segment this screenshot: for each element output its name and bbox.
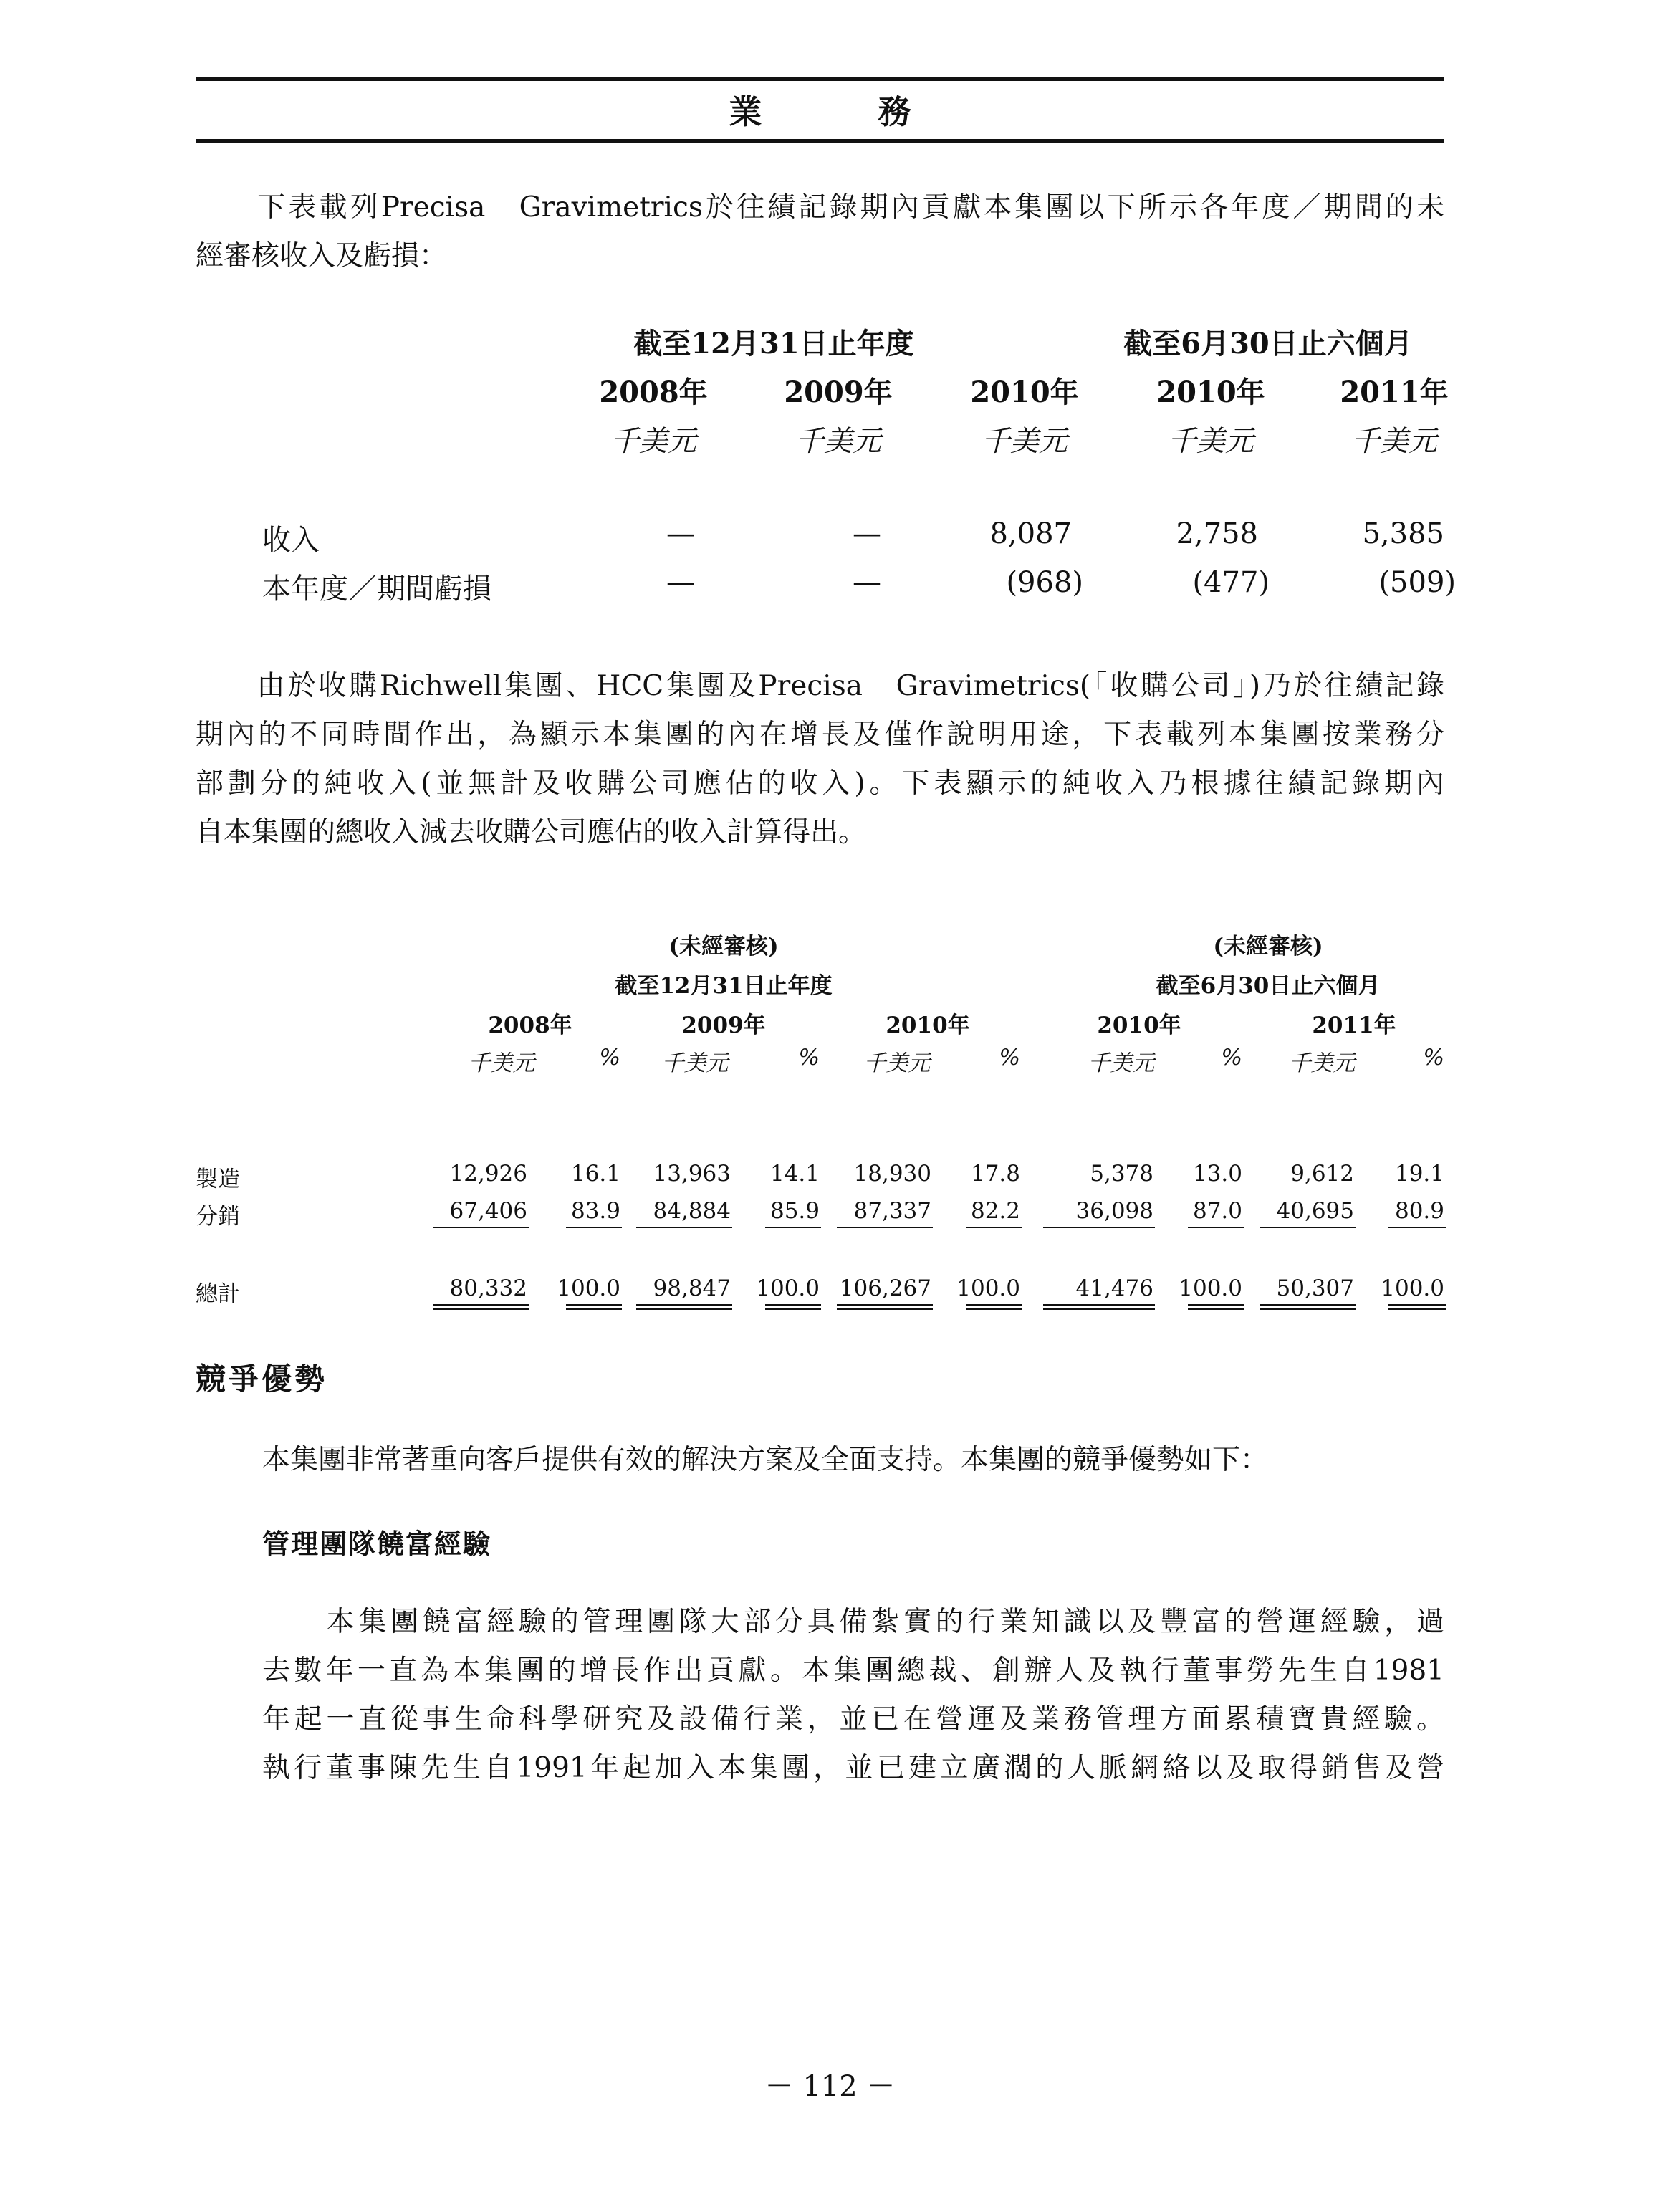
table1-unit: 千美元 [795,425,881,458]
table2-unit: 千美元 [1288,1050,1356,1076]
table1-year-header: 2010年 [1156,375,1265,409]
subtotal-underline [1188,1227,1244,1228]
table2-cell: 5,378 [1090,1161,1153,1187]
table2-cell: 16.1 [570,1161,620,1187]
table2-pct: % [1221,1045,1242,1071]
table2-row-label: 分銷 [196,1204,240,1230]
table2-cell: 50,307 [1276,1275,1354,1301]
table2-row-label: 總計 [196,1281,240,1307]
table2-cell: 14.1 [769,1161,820,1187]
table1-cell: (477) [1192,566,1270,599]
section-heading: 競爭優勢 [196,1361,328,1397]
table1-cell: 8,087 [989,517,1072,550]
table2-unit: 千美元 [661,1050,729,1076]
table2-cell: 13.0 [1192,1161,1242,1187]
table1-cell: — [666,566,695,599]
total-double-underline [566,1304,622,1310]
table2-cell: 80,332 [449,1275,527,1301]
table2-cell: 40,695 [1276,1198,1354,1224]
table2-unit: 千美元 [863,1050,931,1076]
subtotal-underline [1388,1227,1446,1228]
page-number: － 112 － [764,2070,896,2103]
paragraph-line: 自本集團的總收入減去收購公司應佔的收入計算得出。 [196,816,867,848]
table2-unit: 千美元 [468,1050,535,1076]
table2-year-header: 2011年 [1312,1012,1396,1038]
table2-cell: 100.0 [1179,1275,1242,1301]
table2-pct: % [798,1045,820,1071]
table1-year-header: 2009年 [784,375,893,409]
table1-unit: 千美元 [610,425,696,458]
table2-year-header: 2010年 [886,1012,970,1038]
table2-cell: 41,476 [1075,1275,1153,1301]
subtotal-underline [1260,1227,1356,1228]
table2-cell: 87,337 [853,1198,931,1224]
table2-cell: 9,612 [1290,1161,1354,1187]
table2-group-header: 截至12月31日止年度 [615,973,833,999]
table2-cell: 19.1 [1394,1161,1444,1187]
intro-paragraph [196,183,1444,281]
total-double-underline [1188,1304,1244,1310]
table1-cell: — [666,517,695,550]
table1-row-label: 收入 [262,524,320,557]
paragraph-line: 由於收購Richwell集團、HCC集團及Precisa Gravimetrics(「收購公司」)乃於往績記錄 [196,670,1444,702]
total-double-underline [765,1304,821,1310]
table1-cell: — [853,517,881,550]
management-paragraph [262,1598,1444,1793]
paragraph-line: 執行董事陳先生自1991年起加入本集團，並已建立廣濶的人脈網絡以及取得銷售及營 [262,1752,1444,1784]
total-double-underline [433,1304,529,1310]
table1-cell: 2,758 [1176,517,1258,550]
table2-year-header: 2010年 [1097,1012,1181,1038]
table2-cell: 82.2 [970,1198,1020,1224]
table2-pct: % [999,1045,1020,1071]
total-double-underline [1260,1304,1356,1310]
table2-unaudited-label: (未經審核) [668,934,779,959]
advantages-intro: 本集團非常著重向客戶提供有效的解決方案及全面支持。本集團的競爭優勢如下： [262,1444,1269,1476]
table1-group-header: 截至6月30日止六個月 [1123,327,1413,360]
table1-row-label: 本年度／期間虧損 [262,573,491,605]
table1-unit: 千美元 [982,425,1068,458]
page-header-title: 業 務 [729,92,953,131]
table2-group-header: 截至6月30日止六個月 [1156,973,1381,999]
total-double-underline [636,1304,732,1310]
subtotal-underline [566,1227,622,1228]
subsection-heading: 管理團隊饒富經驗 [262,1528,492,1560]
subtotal-underline [1043,1227,1155,1228]
subtotal-underline [433,1227,529,1228]
paragraph-line: 本集團饒富經驗的管理團隊大部分具備紮實的行業知識以及豐富的營運經驗，過 [262,1606,1444,1638]
paragraph-line: 去數年一直為本集團的增長作出貢獻。本集團總裁、創辦人及執行董事勞先生自1981 [262,1655,1444,1687]
total-double-underline [1043,1304,1155,1310]
subtotal-underline [636,1227,732,1228]
table2-cell: 106,267 [839,1275,931,1301]
paragraph-line: 下表載列Precisa Gravimetrics於往績記錄期內貢獻本集團以下所示各年度／期間的未 [196,191,1444,224]
header-top-rule [196,77,1444,81]
paragraph-line: 期內的不同時間作出，為顯示本集團的內在增長及僅作說明用途，下表載列本集團按業務分 [196,719,1444,751]
table1-cell: (968) [1006,566,1083,599]
table2-pct: % [1423,1045,1444,1071]
table2-cell: 83.9 [570,1198,620,1224]
table2-cell: 98,847 [653,1275,731,1301]
table2-cell: 17.8 [970,1161,1020,1187]
paragraph-line: 經審核收入及虧損： [196,240,448,272]
table2-cell: 12,926 [449,1161,527,1187]
table1-group-header: 截至12月31日止年度 [633,327,914,360]
table1-cell: (509) [1378,566,1456,599]
paragraph-line: 部劃分的純收入(並無計及收購公司應佔的收入)。下表顯示的純收入乃根據往績記錄期內 [196,767,1444,800]
total-double-underline [1388,1304,1446,1310]
table1-unit: 千美元 [1351,425,1437,458]
table1-cell: 5,385 [1362,517,1444,550]
table2-cell: 100.0 [756,1275,820,1301]
total-double-underline [966,1304,1022,1310]
header-bottom-rule [196,139,1444,143]
table1-unit: 千美元 [1168,425,1254,458]
table2-cell: 100.0 [557,1275,620,1301]
table2-cell: 100.0 [956,1275,1020,1301]
total-double-underline [837,1304,933,1310]
table2-row-label: 製造 [196,1167,240,1192]
table2-pct: % [599,1045,620,1071]
table2-unaudited-label: (未經審核) [1213,934,1323,959]
table2-cell: 85.9 [769,1198,820,1224]
table2-cell: 36,098 [1075,1198,1153,1224]
table2-unit: 千美元 [1088,1050,1155,1076]
table1-cell: — [853,566,881,599]
subtotal-underline [966,1227,1022,1228]
subtotal-underline [765,1227,821,1228]
table2-cell: 18,930 [853,1161,931,1187]
table1-year-header: 2010年 [970,375,1079,409]
paragraph-line: 年起一直從事生命科學研究及設備行業，並已在營運及業務管理方面累積寶貴經驗。 [262,1703,1444,1735]
table2-cell: 80.9 [1394,1198,1444,1224]
table1-year-header: 2008年 [599,375,708,409]
table2-cell: 67,406 [449,1198,527,1224]
table2-cell: 87.0 [1192,1198,1242,1224]
table1-year-header: 2011年 [1340,375,1449,409]
table2-year-header: 2008年 [488,1012,572,1038]
table2-cell: 100.0 [1381,1275,1444,1301]
acquisition-paragraph [196,662,1444,857]
table2-cell: 84,884 [653,1198,731,1224]
table2-year-header: 2009年 [681,1012,766,1038]
subtotal-underline [837,1227,933,1228]
table2-cell: 13,963 [653,1161,731,1187]
